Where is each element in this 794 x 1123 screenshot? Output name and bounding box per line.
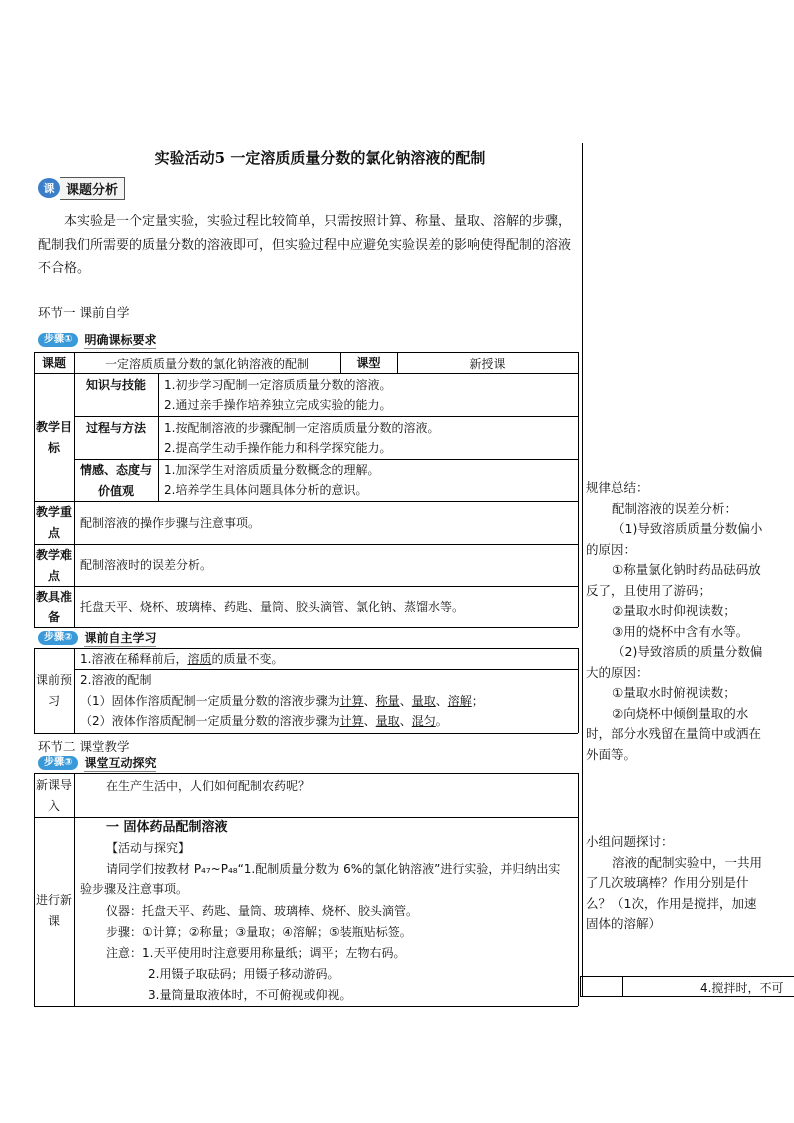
type-label: 课型 (356, 356, 381, 370)
section-heading-2: 环节二 课堂教学 (38, 739, 130, 754)
key-label: 教学重点 (36, 505, 73, 540)
goal-knowledge-item-1: 1.初步学习配制一定溶质质量分数的溶液。 (164, 378, 392, 392)
step-1-pill: 步骤① (38, 333, 78, 347)
side-summary-line-5: ③用的烧杯中含有水等。 (612, 623, 749, 639)
main-label: 进行新课 (36, 893, 73, 928)
step-3-label: 课堂互动探究 (84, 756, 157, 770)
step-2-header (38, 631, 156, 645)
side-summary-line-7: ①量取水时俯视读数； (612, 685, 736, 700)
step-1-label: 明确课标要求 (84, 333, 157, 347)
step-2-label: 课前自主学习 (84, 631, 157, 645)
activity-heading: 【活动与探究】 (106, 841, 191, 855)
side-discussion-title: 小组问题探讨： (586, 834, 674, 849)
topic-value: 一定溶质质量分数的氯化钠溶液的配制 (104, 357, 309, 371)
side-summary (586, 478, 766, 765)
side-summary-line-3: ①称量氯化钠时药品砝码放反了，且使用了游码； (586, 562, 761, 598)
preview-line-1: 1.溶液在稀释前后，溶质的质量不变。 (80, 652, 284, 666)
goal-emotion-item-2: 2.培养学生具体问题具体分析的意识。 (164, 483, 368, 497)
steps-text: 步骤：①计算；②称量；③量取；④溶解；⑤装瓶贴标签。 (106, 925, 412, 939)
activity-text: 请同学们按教材 P₄₇~P₄₈“1.配制质量分数为 6%的氯化钠溶液”进行实验，并归纳出实验步骤及注意事项。 (80, 862, 561, 896)
preview-line-3: （1）固体作溶质配制一定质量分数的溶液步骤为计算、称量、量取、溶解； (80, 694, 484, 708)
intro-paragraph: 本实验是一个定量实验，实验过程比较简单，只需按照计算、称量、量取、溶解的步骤，配制我们所需要的质量分数的溶液即可，但实验过程中应避免实验误差的影响使得配制的溶液不合格。 (38, 214, 572, 276)
side-summary-title: 规律总结： (586, 480, 649, 495)
goal-knowledge-item-2: 2.通过亲手操作培养独立完成实验的能力。 (164, 398, 392, 412)
page-title: 实验活动5 一定溶质质量分数的氯化钠溶液的配制 (154, 149, 486, 167)
step-3-header (38, 756, 156, 770)
preview-label: 课前预习 (36, 673, 73, 708)
goal-process-item-1: 1.按配制溶液的步骤配制一定溶质质量分数的溶液。 (164, 421, 440, 435)
note-2: 2.用镊子取砝码；用镊子移动游码。 (148, 967, 340, 981)
note-1: 注意：1.天平使用时注意要用称量纸；调平；左物右码。 (106, 946, 406, 960)
intro-text: 在生产生活中，人们如何配制农药呢？ (106, 779, 311, 793)
side-summary-line-6: （2)导致溶质的质量分数偏大的原因： (586, 644, 763, 680)
preview-line-4: （2）液体作溶质配制一定质量分数的溶液步骤为计算、量取、混匀。 (80, 714, 448, 728)
difficulty-label: 教学难点 (36, 548, 73, 583)
section-heading: 一 固体药品配制溶液 (106, 820, 228, 835)
side-discussion (586, 832, 766, 935)
step-1-header (38, 333, 156, 347)
side-summary-line-8: ②向烧杯中倾倒量取的水时，部分水残留在量筒中或洒在外面等。 (586, 705, 762, 762)
step-3-pill: 步骤③ (38, 756, 78, 770)
step-2-pill: 步骤② (38, 631, 78, 645)
goal-process-name: 过程与方法 (85, 421, 146, 435)
side-summary-line-1: 配制溶液的误差分析： (612, 500, 738, 516)
topic-analysis-badge (38, 178, 125, 198)
difficulty-value: 配制溶液时的误差分析。 (80, 558, 213, 572)
preview-line-2: 2.溶液的配制 (80, 673, 152, 687)
goal-emotion-name: 情感、态度与价值观 (79, 463, 152, 498)
side-summary-line-2: （1)导致溶质质量分数偏小的原因： (586, 521, 763, 557)
instruments-text: 仪器：托盘天平、药匙、量筒、玻璃棒、烧杯、胶头滴管。 (106, 904, 419, 918)
note-3: 3.量筒量取液体时，不可俯视或仰视。 (148, 988, 352, 1002)
tools-label: 教具准备 (36, 590, 73, 624)
key-value: 配制溶液的操作步骤与注意事项。 (80, 516, 261, 530)
goal-emotion-item-1: 1.加深学生对溶质质量分数概念的理解。 (164, 463, 380, 477)
side-summary-line-4: ②量取水时仰视读数； (612, 603, 736, 618)
lesson-icon: 课 (38, 178, 60, 198)
intro-label: 新课导入 (36, 778, 73, 813)
goal-process-item-2: 2.提高学生动手操作能力和科学探究能力。 (164, 441, 392, 455)
side-discussion-text: 溶液的配制实验中，一共用了几次玻璃棒？作用分别是什么？（1次，作用是搅拌，加速固体的溶解） (586, 854, 763, 931)
topic-label: 课题 (41, 356, 66, 370)
side-table-text: 4.搅拌时，不可 (700, 981, 784, 995)
goal-knowledge-name: 知识与技能 (85, 378, 146, 392)
section-heading-1: 环节一 课前自学 (38, 305, 130, 320)
goals-label: 教学目标 (36, 420, 73, 455)
column-divider (582, 143, 583, 996)
badge-label: 课题分析 (60, 177, 125, 200)
type-value: 新授课 (469, 357, 506, 371)
tools-value: 托盘天平、烧杯、玻璃棒、药匙、量筒、胶头滴管、氯化钠、蒸馏水等。 (80, 600, 465, 614)
